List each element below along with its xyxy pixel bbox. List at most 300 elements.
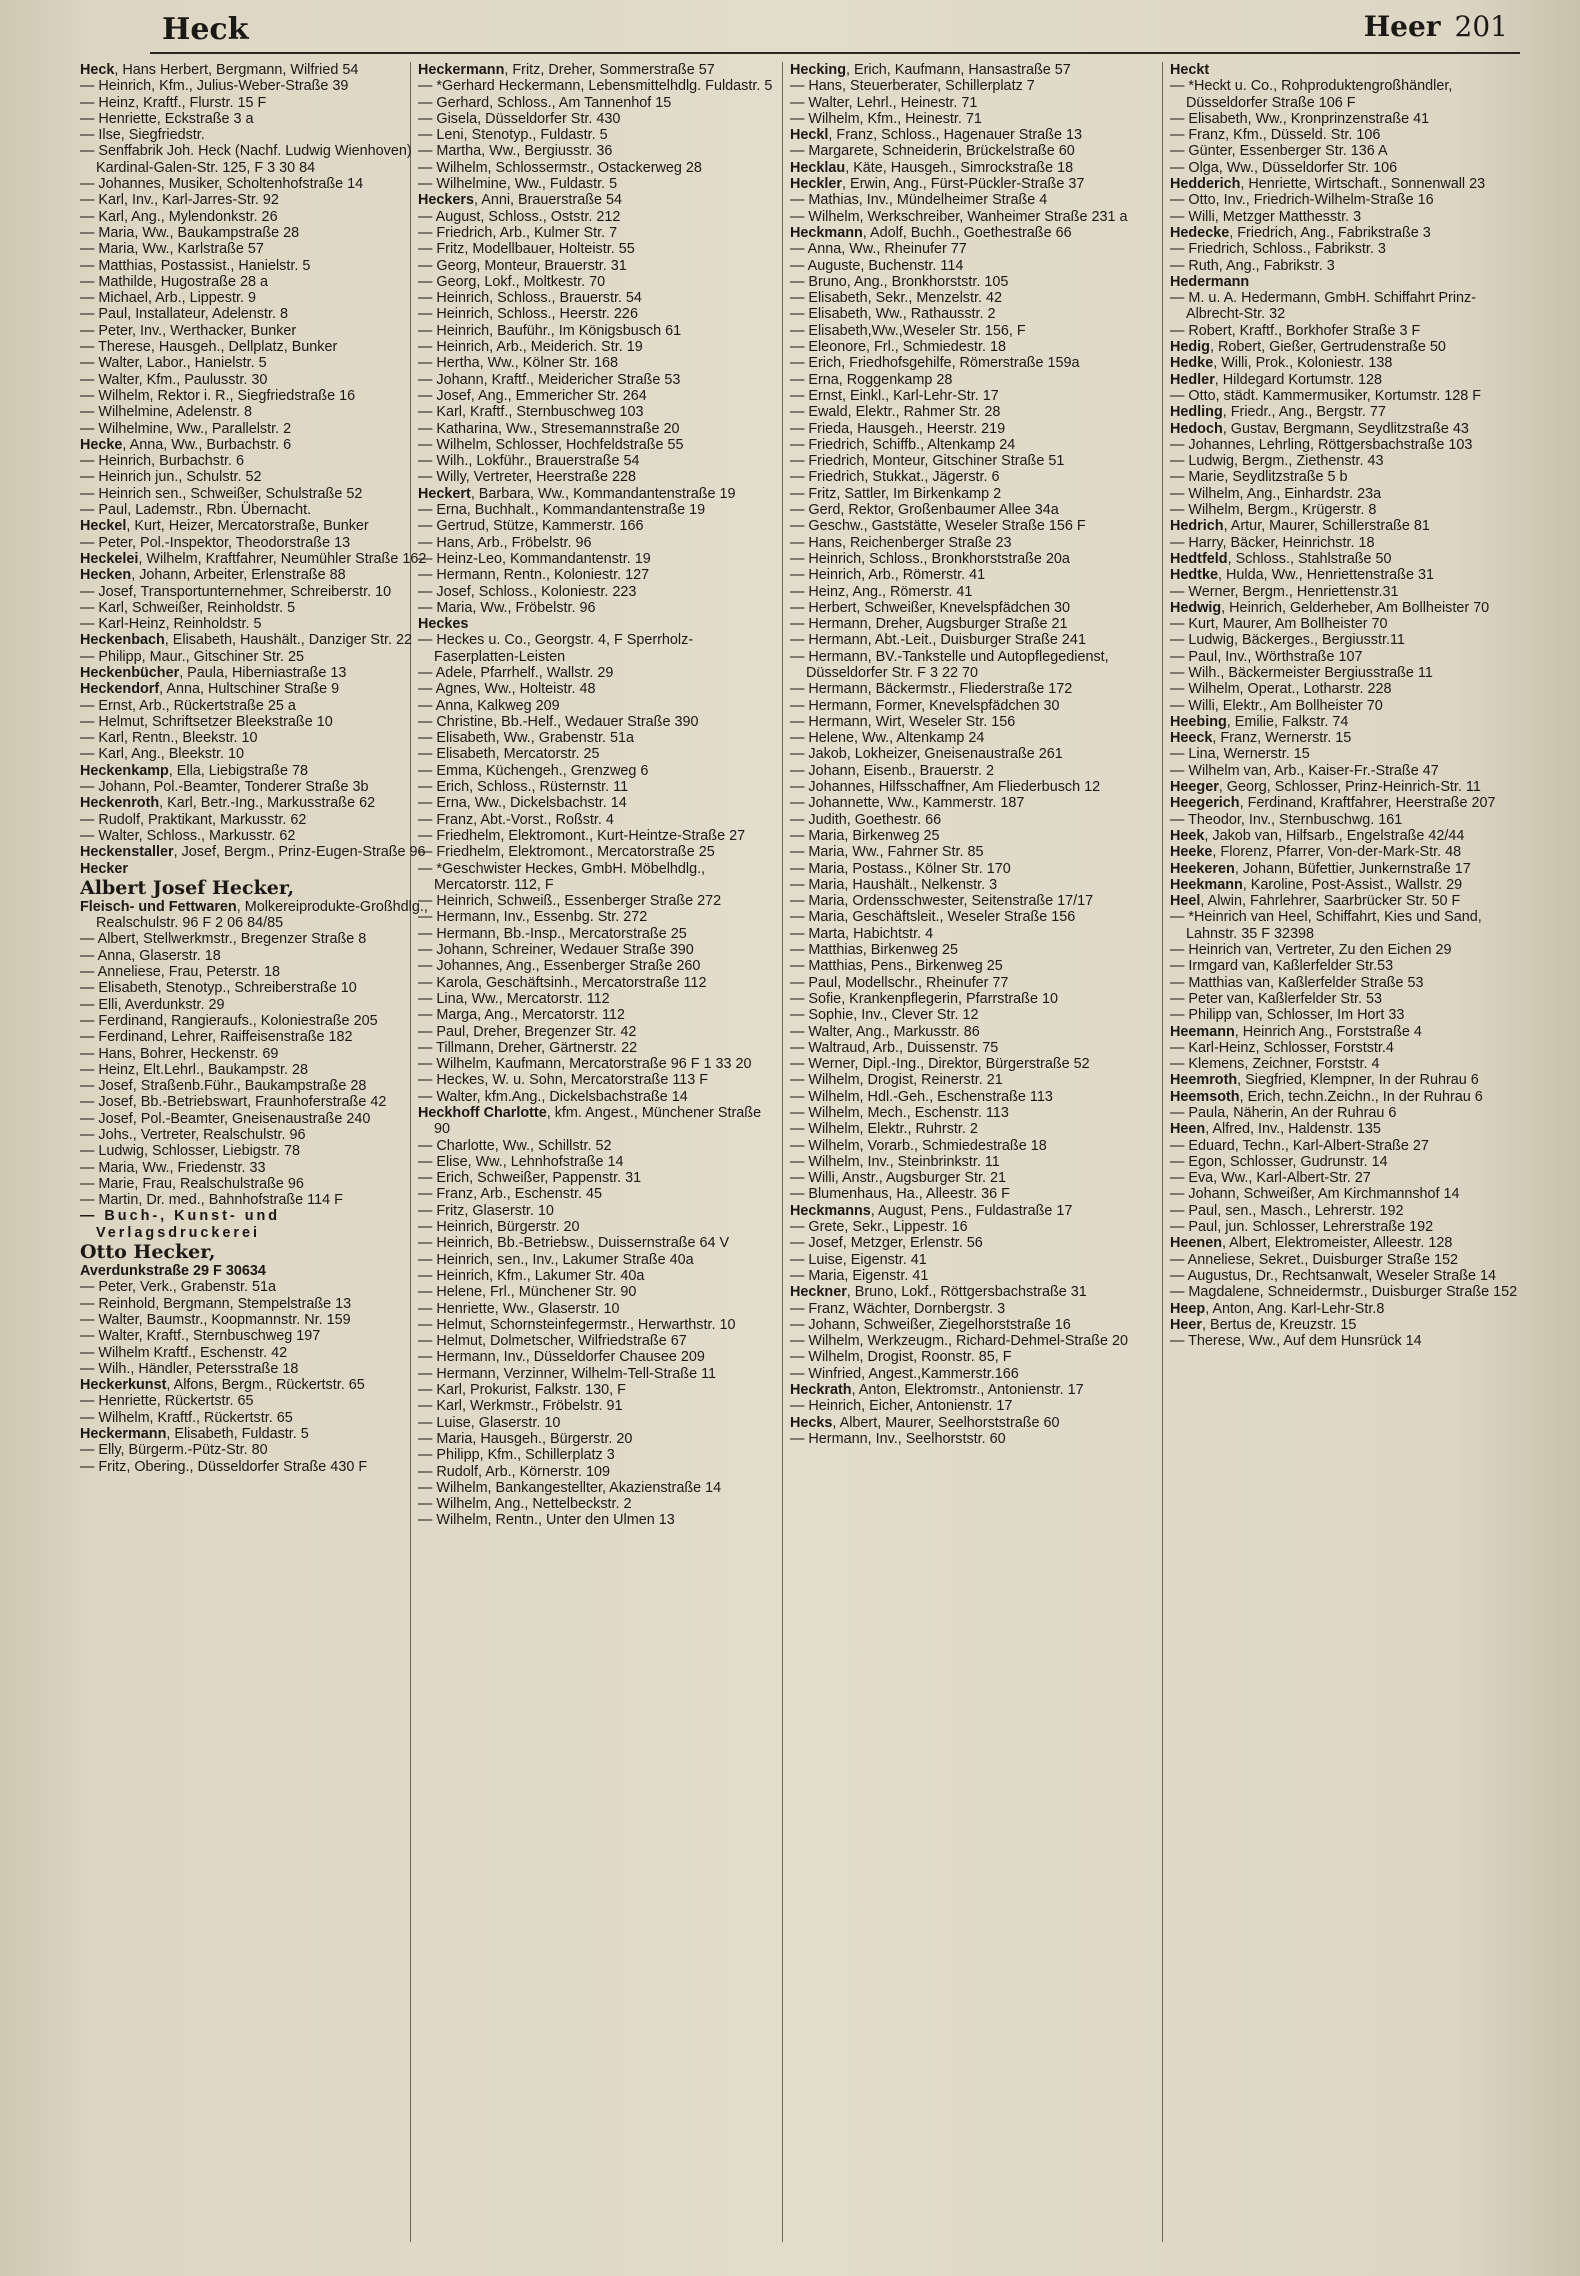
directory-entry: — Friedrich, Schloss., Fabrikstr. 3 [1170,241,1386,258]
directory-entry: — Paul, Inv., Wörthstraße 107 [1170,648,1363,665]
directory-entry: — Heinrich, Kfm., Julius-Weber-Straße 39 [80,78,349,95]
directory-entry: Heckendorf, Anna, Hultschiner Straße 9 [80,681,340,698]
directory-entry: — Eleonore, Frl., Schmiedestr. 18 [790,339,1006,356]
directory-entry: Heel, Alwin, Fahrlehrer, Saarbrücker Str. 50 F [1170,893,1461,910]
directory-entry: — Buch-, Kunst- und Verlagsdruckerei [80,1208,281,1241]
directory-entry: — Karola, Geschäftsinh., Mercatorstraße 112 [418,974,707,991]
directory-entry: — Philipp van, Schlosser, Im Hort 33 [1170,1007,1405,1024]
directory-entry: — Anna, Glaserstr. 18 [80,947,221,964]
entry-surname: Heckler [790,176,843,193]
directory-entry: — Augustus, Dr., Rechtsanwalt, Weseler Straße 14 [1170,1267,1497,1284]
directory-entry: — Josef, Schloss., Koloniestr. 223 [418,583,637,600]
entry-surname: Heckermann [418,62,505,78]
directory-entry: — Matthias van, Kaßlerfelder Straße 53 [1170,974,1424,991]
directory-entry: Hedrich, Artur, Maurer, Schillerstraße 81 [1170,518,1430,535]
directory-entry: Heckl, Franz, Schloss., Hagenauer Straße 13 [790,127,1082,144]
directory-entry: Heckert, Barbara, Ww., Kommandantenstraße 19 [418,485,736,502]
directory-entry: Hedler, Hildegard Kortumstr. 128 [1170,371,1382,388]
directory-entry: — *Geschwister Heckes, GmbH. Möbelhdlg., Mercatorstr. 112, F [418,860,706,893]
directory-entry: — Geschw., Gaststätte, Weseler Straße 156 F [790,518,1086,535]
entry-surname: Fleisch- und Fettwaren [80,898,237,915]
directory-entry: — Magdalene, Schneidermstr., Duisburger Straße 152 [1170,1284,1518,1301]
directory-entry: — Elli, Averdunkstr. 29 [80,996,225,1013]
directory-entry: — Heinrich, Bauführ., Im Königsbusch 61 [418,322,682,339]
directory-entry: — Elisabeth,Ww.,Weseler Str. 156, F [790,322,1026,339]
directory-entry: — Luise, Glaserstr. 10 [418,1414,561,1431]
directory-entry: — Sophie, Inv., Clever Str. 12 [790,1007,979,1024]
entry-surname: Heckl [790,127,829,144]
directory-entry: — Elisabeth, Mercatorstr. 25 [418,746,600,763]
directory-entry: — Heinrich, Arb., Römerstr. 41 [790,567,986,584]
directory-entry: — Hermann, Dreher, Augsburger Straße 21 [790,616,1068,633]
directory-entry: — Peter, Verk., Grabenstr. 51a [80,1279,276,1296]
entry-surname: Hecke [80,436,123,453]
directory-entry: — Wilhelmine, Ww., Parallelstr. 2 [80,420,292,437]
directory-entry: — Luise, Eigenstr. 41 [790,1251,927,1268]
directory-entry: — Georg, Monteur, Brauerstr. 31 [418,257,627,274]
directory-entry: — Heinz, Elt.Lehrl., Baukampstr. 28 [80,1061,308,1078]
directory-entry: — Rudolf, Praktikant, Markusstr. 62 [80,811,307,828]
directory-entry: — Henriette, Rückertstr. 65 [80,1393,254,1410]
directory-entry: Heckelei, Wilhelm, Kraftfahrer, Neumühler Straße 162 [80,550,427,567]
entry-surname: Hedecke [1170,224,1230,241]
directory-entry: — Franz, Wächter, Dornbergstr. 3 [790,1300,1006,1317]
directory-entry: — Walter, Ang., Markusstr. 86 [790,1023,980,1040]
directory-entry: — Bruno, Ang., Bronkhorststr. 105 [790,273,1009,290]
directory-entry: — Wilhelm, Mech., Eschenstr. 113 [790,1105,1009,1121]
entry-surname: Heckendorf [80,681,160,698]
directory-entry: — Hermann, Rentn., Koloniestr. 127 [418,567,650,584]
directory-entry: — Maria, Postass., Kölner Str. 170 [790,860,1011,877]
directory-entry: — Peter, Pol.-Inspektor, Theodorstraße 13 [80,534,351,551]
directory-entry: — Lina, Wernerstr. 15 [1170,746,1310,763]
entry-surname: Heckmann [790,224,863,241]
directory-entry: — Willi, Elektr., Am Bollheister 70 [1170,697,1383,714]
directory-entry: — Johannes, Lehrling, Röttgersbachstraße 103 [1170,436,1473,453]
directory-entry: — Ernst, Arb., Rückertstraße 25 a [80,697,296,714]
directory-entry: Heckenstaller, Josef, Bergm., Prinz-Eugen-Straße 96 [80,844,426,861]
directory-entry: Hecklau, Käte, Hausgeh., Simrockstraße 18 [790,159,1074,176]
directory-entry: — Philipp, Kfm., Schillerplatz 3 [418,1447,615,1464]
directory-entry: Hedtke, Hulda, Ww., Henriettenstraße 31 [1170,567,1434,584]
entry-surname: Hecklau [790,159,846,176]
directory-entry: — Olga, Ww., Düsseldorfer Str. 106 [1170,159,1398,176]
directory-entry: — Walter, Schloss., Markusstr. 62 [80,827,296,844]
directory-entry: — Karl, Kraftf., Sternbuschweg 103 [418,404,644,421]
directory-entry: — Heinrich, sen., Inv., Lakumer Straße 40a [418,1251,694,1268]
directory-entry [1170,274,1525,290]
directory-entry: Heebing, Emilie, Falkstr. 74 [1170,713,1349,730]
directory-entry: — Albert, Stellwerkmstr., Bregenzer Straße 8 [80,931,367,948]
directory-entry: — Peter van, Kaßlerfelder Str. 53 [1170,990,1382,1007]
column-divider [1162,62,1163,2242]
directory-entry: — Anna, Kalkweg 209 [418,697,560,714]
entry-surname: Heckerkunst [80,1377,167,1394]
directory-entry: — Heinrich sen., Schweißer, Schulstraße 52 [80,485,363,502]
directory-entry: — Johann, Schweißer, Ziegelhorststraße 16 [790,1316,1071,1333]
directory-entry: — Therese, Hausgeh., Dellplatz, Bunker [80,339,338,356]
directory-entry: — Erich, Schloss., Rüsternstr. 11 [418,779,629,796]
directory-entry: — Wilhelm, Bankangestellter, Akazienstraße 14 [418,1479,722,1496]
directory-entry: — Anneliese, Frau, Peterstr. 18 [80,964,280,981]
entry-surname: Hedrich [1170,518,1224,535]
column-4 [1170,62,1525,2262]
entry-surname: Heckmanns [790,1202,871,1219]
entry-surname: Heeke [1170,844,1213,861]
directory-entry: — Johann, Schreiner, Wedauer Straße 390 [418,942,694,959]
directory-entry: — Eva, Ww., Karl-Albert-Str. 27 [1170,1170,1371,1187]
directory-entry: — *Gerhard Heckermann, Lebensmittelhdlg. Fuldastr. 5 [418,78,773,95]
directory-entry: — Karl-Heinz, Reinholdstr. 5 [80,616,262,633]
directory-entry: — Ludwig, Schlosser, Liebigstr. 78 [80,1143,300,1160]
directory-entry: — Maria, Haushält., Nelkenstr. 3 [790,876,998,893]
directory-entry: — Hermann, Wirt, Weseler Str. 156 [790,713,1016,730]
directory-entry: — Gerhard, Schloss., Am Tannenhof 15 [418,94,672,111]
directory-entry: — Wilhelmine, Adelenstr. 8 [80,404,252,421]
directory-entry: — Wilhelm, Vorarb., Schmiedestraße 18 [790,1137,1047,1154]
directory-entry: — Franz, Kfm., Düsseld. Str. 106 [1170,127,1381,144]
entry-surname: Heckermann [80,1426,167,1443]
directory-entry: — Theodor, Inv., Sternbuschwg. 161 [1170,811,1403,828]
directory-entry: — Ludwig, Bäckerges., Bergiusstr.11 [1170,632,1405,649]
directory-entry: — Walter, Kfm., Paulusstr. 30 [80,371,268,388]
directory-entry: — Henriette, Eckstraße 3 a [80,110,254,127]
entry-surname: Heeck [1170,730,1213,747]
directory-entry: — Auguste, Buchenstr. 114 [790,257,964,274]
directory-entry: — Karl, Rentn., Bleekstr. 10 [80,730,258,747]
directory-entry: — Karl, Inv., Karl-Jarres-Str. 92 [80,192,279,209]
entry-surname: Hedling [1170,404,1223,421]
directory-entry: — Katharina, Ww., Stresemannstraße 20 [418,420,680,437]
entry-surname: Hecken [80,567,132,584]
directory-entry: — Helene, Frl., Münchener Str. 90 [418,1284,637,1301]
directory-entry: — Johann, Eisenb., Brauerstr. 2 [790,762,994,779]
directory-entry: — Heckes, W. u. Sohn, Mercatorstraße 113 F [418,1072,709,1089]
directory-entry: Otto Hecker, [80,1241,216,1264]
directory-entry: — Reinhold, Bergmann, Stempelstraße 13 [80,1295,352,1312]
entry-surname: Heenen [1170,1235,1222,1252]
entry-surname: Heckrath [790,1382,852,1399]
entry-surname: Heekmann [1170,876,1243,893]
directory-entry: — Robert, Kraftf., Borkhofer Straße 3 F [1170,322,1421,339]
directory-entry: Heckhoff Charlotte, kfm. Angest., Münchener Straße 90 [418,1105,762,1138]
directory-entry: Heck, Hans Herbert, Bergmann, Wilfried 54 [80,62,359,78]
directory-entry: — Gertrud, Stütze, Kammerstr. 166 [418,518,644,535]
entry-surname: Hedoch [1170,420,1223,437]
directory-entry: — Hermann, Former, Knevelspfädchen 30 [790,697,1060,714]
directory-entry: — Blumenhaus, Ha., Alleestr. 36 F [790,1186,1010,1203]
directory-entry: — Wilhelmine, Ww., Fuldastr. 5 [418,176,618,193]
directory-entry: — Wilh., Händler, Petersstraße 18 [80,1360,299,1377]
directory-entry: — Werner, Dipl.-Ing., Direktor, Bürgerstraße 52 [790,1056,1090,1073]
directory-entry: — Paul, Modellschr., Rheinufer 77 [790,974,1009,991]
directory-entry: Hecke, Anna, Ww., Burbachstr. 6 [80,436,292,453]
directory-entry: — Heinrich, Kfm., Lakumer Str. 40a [418,1267,645,1284]
entry-surname: Heckenkamp [80,762,169,779]
directory-entry: — Elisabeth, Stenotyp., Schreiberstraße 10 [80,980,357,997]
directory-entry: — Wilhelm, Operat., Lotharstr. 228 [1170,681,1392,698]
directory-entry: Heemann, Heinrich Ang., Forststraße 4 [1170,1023,1422,1040]
directory-entry: — Johann, Kraftf., Meidericher Straße 53 [418,371,681,388]
entry-surname: Heckenbücher [80,664,180,681]
entry-surname: Hedig [1170,339,1210,356]
entry-surname: Heckenbach [80,632,165,649]
directory-entry: Heckenbücher, Paula, Hiberniastraße 13 [80,664,347,681]
directory-entry: — Johannes, Hilfsschaffner, Am Fliederbusch 12 [790,779,1101,796]
directory-entry: Heemsoth, Erich, techn.Zeichn., In der Ruhrau 6 [1170,1088,1483,1105]
entry-surname: Heckel [80,518,127,535]
directory-entry: Heek, Jakob van, Hilfsarb., Engelstraße 42/44 [1170,827,1465,844]
directory-entry: — Hermann, Verzinner, Wilhelm-Tell-Straße 11 [418,1365,717,1382]
entry-surname: Heckhoff Charlotte [418,1105,547,1121]
entry-surname: Heek [1170,827,1205,844]
directory-entry: — Judith, Goethestr. 66 [790,811,942,828]
entry-surname: Heeger [1170,779,1219,796]
directory-entry: Heckers, Anni, Brauerstraße 54 [418,192,622,209]
directory-entry: — Ewald, Elektr., Rahmer Str. 28 [790,404,1001,421]
directory-entry: — Therese, Ww., Auf dem Hunsrück 14 [1170,1333,1422,1350]
directory-entry: — Hermann, Inv., Düsseldorfer Chausee 209 [418,1349,705,1366]
header-right [1364,10,1508,43]
directory-entry: — Wilhelm, Bergm., Krügerstr. 8 [1170,502,1377,519]
directory-entry: — Helmut, Schriftsetzer Bleekstraße 10 [80,713,333,730]
directory-entry: — Hermann, Inv., Seelhorststr. 60 [790,1430,1006,1447]
directory-entry: — Marga, Ang., Mercatorstr. 112 [418,1007,625,1024]
entry-surname: Heckert [418,485,471,502]
column-3 [790,62,1145,2262]
entry-surname: Hecking [790,62,846,78]
directory-entry: — Hans, Steuerberater, Schillerplatz 7 [790,78,1035,95]
directory-entry: — Wilhelm, Ang., Einhardstr. 23a [1170,485,1382,502]
directory-entry: — Anneliese, Sekret., Duisburger Straße 152 [1170,1251,1458,1268]
directory-entry: — Paul, Installateur, Adelenstr. 8 [80,306,288,323]
directory-entry: — Kurt, Maurer, Am Bollheister 70 [1170,616,1388,633]
entry-surname: Heck [80,62,115,78]
directory-entry: Heckrath, Anton, Elektromstr., Antonienstr. 17 [790,1382,1084,1399]
directory-entry: — Erich, Friedhofsgehilfe, Römerstraße 159a [790,355,1080,372]
directory-entry: — Harry, Bäcker, Heinrichstr. 18 [1170,534,1375,551]
directory-entry: Hecks, Albert, Maurer, Seelhorststraße 60 [790,1414,1060,1431]
directory-entry: — Johann, Pol.-Beamter, Tonderer Straße 3b [80,779,369,796]
directory-entry: — Heinz-Leo, Kommandantenstr. 19 [418,550,651,567]
directory-entry: — Heinrich, Schloss., Heerstr. 226 [418,306,638,323]
directory-entry: — Wilhelm, Inv., Steinbrinkstr. 11 [790,1153,1000,1170]
entry-surname: Heebing [1170,713,1227,730]
directory-entry: — Adele, Pfarrhelf., Wallstr. 29 [418,664,614,681]
directory-entry: — Emma, Küchengeh., Grenzweg 6 [418,762,649,779]
page-header [150,4,1520,54]
directory-entry: — Klemens, Zeichner, Forststr. 4 [1170,1056,1380,1073]
entry-surname: Heckers [418,192,475,209]
directory-entry: — Wilhelm, Schlossermstr., Ostackerweg 28 [418,159,702,176]
directory-entry: Fleisch- und Fettwaren, Molkereiprodukte-Großhdlg., Realschulstr. 96 F 2 06 84/85 [80,898,428,932]
directory-entry: — Grete, Sekr., Lippestr. 16 [790,1219,968,1236]
directory-entry: — Ferdinand, Rangieraufs., Koloniestraße 205 [80,1012,378,1029]
directory-entry: Hedwig, Heinrich, Gelderheber, Am Bollheister 70 [1170,599,1490,616]
directory-entry: — Otto, städt. Kammermusiker, Kortumstr. 128 F [1170,387,1482,404]
directory-entry: — Johannes, Musiker, Scholtenhofstraße 14 [80,176,364,193]
directory-entry: — Senffabrik Joh. Heck (Nachf. Ludwig Wienhoven) Kardinal-Galen-Str. 125, F 3 30 84 [80,143,412,176]
directory-entry: — Erna, Ww., Dickelsbachstr. 14 [418,795,627,812]
directory-entry: Heckmann, Adolf, Buchh., Goethestraße 66 [790,224,1072,241]
directory-entry: Heckenroth, Karl, Betr.-Ing., Markusstraße 62 [80,795,376,812]
directory-entry: — Wilhelm, Hdl.-Geh., Eschenstraße 113 [790,1088,1053,1105]
directory-entry [80,861,435,877]
directory-entry: — Heinrich, Schloss., Bronkhorststraße 20a [790,550,1070,567]
directory-entry: Hedecke, Friedrich, Ang., Fabrikstraße 3 [1170,224,1431,241]
directory-entry: — Christine, Bb.-Helf., Wedauer Straße 390 [418,713,699,730]
directory-entry: — Erich, Schweißer, Pappenstr. 31 [418,1170,642,1187]
directory-entry: — Hans, Bohrer, Heckenstr. 69 [80,1045,279,1062]
directory-entry: — Maria, Ww., Karlstraße 57 [80,241,264,258]
directory-entry: — Willy, Vertreter, Heerstraße 228 [418,469,637,486]
directory-entry: — Wilhelm Kraftf., Eschenstr. 42 [80,1344,288,1361]
entry-surname: Hedler [1170,371,1215,388]
directory-entry: — Marie, Seydlitzstraße 5 b [1170,469,1348,486]
directory-entry: — Paul, jun. Schlosser, Lehrerstraße 192 [1170,1219,1434,1236]
entry-surname: Averdunkstraße 29 F 30634 [80,1263,266,1280]
entry-surname: Hedwig [1170,599,1222,616]
header-right-keyword: Heer [1363,10,1441,43]
directory-entry: — Helmut, Schornsteinfegermstr., Herwarthstr. 10 [418,1316,736,1333]
directory-entry: — Philipp, Maur., Gitschiner Str. 25 [80,648,304,665]
page-number: 201 [1454,10,1508,43]
directory-entry: — Walter, Baumstr., Koopmannstr. Nr. 159 [80,1311,351,1328]
directory-entry: Hecking, Erich, Kaufmann, Hansastraße 57 [790,62,1071,78]
directory-entry: — Wilhelm, Rektor i. R., Siegfriedstraße 16 [80,387,356,404]
directory-entry: — Mathias, Inv., Mündelheimer Straße 4 [790,192,1048,209]
directory-entry: — Jakob, Lokheizer, Gneisenaustraße 261 [790,746,1063,763]
directory-entry: — Maria, Birkenweg 25 [790,827,940,844]
directory-entry: — Friedhelm, Elektromont., Mercatorstraße 25 [418,844,715,861]
directory-entry: Heeger, Georg, Schlosser, Prinz-Heinrich-Str. 11 [1170,779,1481,796]
directory-entry: — Fritz, Modellbauer, Holteistr. 55 [418,241,635,258]
directory-entry: — Ernst, Einkl., Karl-Lehr-Str. 17 [790,387,999,404]
header-left-keyword: Heck [162,12,249,47]
directory-entry: — Josef, Transportunternehmer, Schreiberstr. 10 [80,583,392,600]
directory-entry: — Hermann, BV.-Tankstelle und Autopflegedienst, Düsseldorfer Str. F 3 22 70 [790,648,1109,681]
directory-entry: — Wilhelm, Ang., Nettelbeckstr. 2 [418,1496,632,1513]
directory-entry: — Wilhelm, Kraftf., Rückertstr. 65 [80,1409,293,1426]
directory-entry: — Johannes, Ang., Essenberger Straße 260 [418,958,701,975]
directory-entry: — Werner, Bergm., Henriettenstr.31 [1170,583,1399,600]
directory-entry: — Elisabeth, Ww., Grabenstr. 51a [418,730,634,747]
directory-entry: — Hans, Reichenberger Straße 23 [790,534,1012,551]
directory-entry: — Heinrich jun., Schulstr. 52 [80,469,262,486]
directory-entry [418,616,773,632]
entry-surname: Hedtke [1170,567,1218,584]
directory-entry: — August, Schloss., Oststr. 212 [418,208,621,225]
directory-entry: — Wilhelm, Elektr., Ruhrstr. 2 [790,1121,978,1138]
directory-entry: — Wilh., Lokführ., Brauerstraße 54 [418,453,640,470]
directory-entry: — Wilhelm, Werkzeugm., Richard-Dehmel-Straße 20 [790,1333,1129,1350]
column-divider [782,62,783,2242]
directory-entry: — Wilhelm, Werkschreiber, Wanheimer Straße 231 a [790,208,1128,225]
directory-entry: — Mathilde, Hugostraße 28 a [80,273,268,290]
directory-entry: — Winfried, Angest.,Kammerstr.166 [790,1365,1019,1382]
entry-surname: Heckner [790,1284,847,1301]
directory-entry: Heckenkamp, Ella, Liebigstraße 78 [80,762,308,779]
directory-entry: — Wilhelm, Kaufmann, Mercatorstraße 96 F 1 33 20 [418,1056,752,1073]
directory-entry: — Elly, Bürgerm.-Pütz-Str. 80 [80,1442,268,1459]
directory-entry: — Karl, Werkmstr., Fröbelstr. 91 [418,1398,623,1415]
entry-surname: Heckes [418,616,469,633]
directory-entry: — Josef, Straßenb.Führ., Baukampstraße 28 [80,1078,367,1095]
directory-entry: — Michael, Arb., Lippestr. 9 [80,290,256,307]
directory-entry: Hecken, Johann, Arbeiter, Erlenstraße 88 [80,567,346,584]
directory-entry: — Ferdinand, Lehrer, Raiffeisenstraße 182 [80,1029,353,1046]
directory-entry: — Charlotte, Ww., Schillstr. 52 [418,1137,612,1154]
entry-surname: Hedke [1170,355,1214,372]
directory-entry: — Maria, Ww., Fahrner Str. 85 [790,844,984,861]
directory-entry: — Willi, Anstr., Augsburger Str. 21 [790,1170,1006,1187]
directory-entry: — Anna, Ww., Rheinufer 77 [790,241,967,258]
directory-entry: — Gerd, Rektor, Großenbaumer Allee 34a [790,502,1059,519]
directory-entry: — Frieda, Hausgeh., Heerstr. 219 [790,420,1006,437]
directory-entry: Hedderich, Henriette, Wirtschaft., Sonnenwall 23 [1170,176,1486,193]
directory-entry: — Heinrich, Bürgerstr. 20 [418,1219,580,1236]
entry-surname: Heer [1170,1316,1202,1333]
directory-entry: Hedig, Robert, Gießer, Gertrudenstraße 50 [1170,339,1446,356]
directory-entry: — Fritz, Sattler, Im Birkenkamp 2 [790,485,1002,502]
directory-entry: — Heinz, Kraftf., Flurstr. 15 F [80,94,267,111]
directory-entry: Heeck, Franz, Wernerstr. 15 [1170,730,1352,747]
directory-entry: — Heinrich, Eicher, Antonienstr. 17 [790,1398,1013,1415]
directory-entry: Hedke, Willi, Prok., Koloniestr. 138 [1170,355,1393,372]
directory-entry: — Gisela, Düsseldorfer Str. 430 [418,110,621,127]
directory-entry: — M. u. A. Hedermann, GmbH. Schiffahrt Prinz-Albrecht-Str. 32 [1170,290,1477,323]
directory-entry: — Matthias, Birkenweg 25 [790,942,958,959]
directory-entry: — Matthias, Pens., Birkenweg 25 [790,958,1003,975]
directory-entry: — Herbert, Schweißer, Knevelspfädchen 30 [790,599,1070,616]
directory-entry: — Elisabeth, Ww., Kronprinzenstraße 41 [1170,110,1430,127]
directory-entry: — Heinrich, Schloss., Brauerstr. 54 [418,290,642,307]
directory-entry: Heekmann, Karoline, Post-Assist., Wallstr. 29 [1170,876,1463,893]
column-1 [80,62,435,2262]
directory-entry: — Maria, Geschäftsleit., Weseler Straße 156 [790,909,1076,926]
directory-entry: — Wilhelm, Drogist, Reinerstr. 21 [790,1072,1003,1089]
directory-entry: — Ilse, Siegfriedstr. [80,127,205,144]
directory-entry: Heckner, Bruno, Lokf., Röttgersbachstraße 31 [790,1284,1087,1301]
directory-entry: — Josef, Ang., Emmericher Str. 264 [418,387,647,404]
directory-entry: Heekeren, Johann, Büfettier, Junkernstraße 17 [1170,860,1471,877]
directory-entry: — Hermann, Bäckermstr., Fliederstraße 172 [790,681,1073,698]
directory-entry: — Wilh., Bäckermeister Bergiusstraße 11 [1170,664,1433,681]
entry-surname: Hedermann [1170,273,1250,290]
directory-entry: — Otto, Inv., Friedrich-Wilhelm-Straße 16 [1170,192,1434,209]
directory-entry: — Josef, Pol.-Beamter, Gneisenaustraße 240 [80,1110,371,1127]
directory-entry: Heenen, Albert, Elektromeister, Alleestr. 128 [1170,1235,1453,1252]
directory-entry: — Leni, Stenotyp., Fuldastr. 5 [418,127,608,144]
directory-entry: Heep, Anton, Ang. Karl-Lehr-Str.8 [1170,1300,1385,1317]
entry-surname: Hecks [790,1414,833,1431]
directory-entry: — Heinz, Ang., Römerstr. 41 [790,583,973,600]
entry-surname: Heen [1170,1121,1206,1138]
directory-entry: — Walter, Labor., Hanielstr. 5 [80,355,267,372]
directory-entry: — Heckes u. Co., Georgstr. 4, F Sperrholz-Faserplatten-Leisten [418,632,694,665]
directory-entry: — Ruth, Ang., Fabrikstr. 3 [1170,257,1335,274]
directory-entry: — Franz, Abt.-Vorst., Roßstr. 4 [418,811,614,828]
directory-entry: Heckmanns, August, Pens., Fuldastraße 17 [790,1202,1073,1219]
entry-surname: Heemroth [1170,1072,1238,1089]
directory-entry: — Martin, Dr. med., Bahnhofstraße 114 F [80,1192,343,1209]
directory-entry: — Elisabeth, Ww., Rathausstr. 2 [790,306,996,323]
directory-entry: — Tillmann, Dreher, Gärtnerstr. 22 [418,1039,638,1056]
directory-entry: — Hans, Arb., Fröbelstr. 96 [418,534,592,551]
directory-entry: — Wilhelm, Drogist, Roonstr. 85, F [790,1349,1012,1366]
directory-entry: — Heinrich, Bb.-Betriebsw., Duissernstraße 64 V [418,1235,730,1252]
directory-entry: — Marie, Frau, Realschulstraße 96 [80,1175,304,1192]
